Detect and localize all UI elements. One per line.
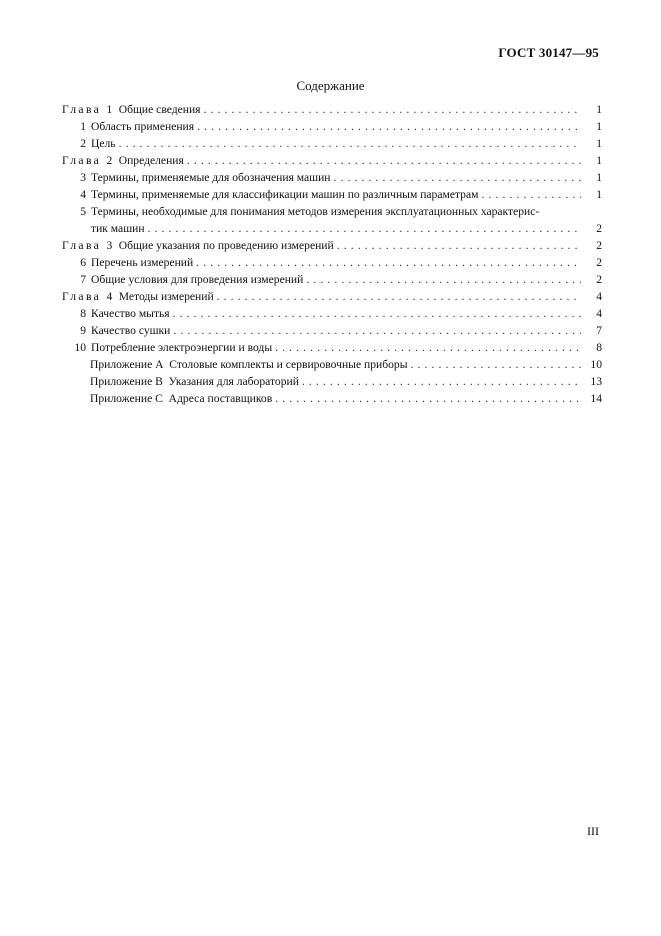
entry-page: 4 (596, 290, 602, 303)
toc-entry-section-1[interactable] (62, 118, 602, 135)
entry-page: 2 (596, 222, 602, 235)
entry-page: 1 (596, 171, 602, 184)
entry-page: 1 (596, 154, 602, 167)
entry-page: 2 (596, 239, 602, 252)
toc-entry-chapter-1[interactable] (62, 101, 602, 118)
entry-title: Потребление электроэнергии и воды (91, 341, 273, 354)
chapter-label: Глава 2 (62, 154, 115, 167)
document-code: ГОСТ 30147—95 (498, 45, 599, 60)
chapter-label: Глава 3 (62, 239, 115, 252)
section-number: 8 (80, 307, 86, 320)
page-number: III (587, 824, 599, 838)
toc-entry-section-7[interactable] (62, 271, 602, 288)
entry-page: 14 (590, 392, 602, 405)
toc-entry-section-10[interactable] (62, 339, 602, 356)
toc-entry-section-4[interactable] (62, 186, 602, 203)
toc-title: Содержание (296, 78, 365, 93)
entry-title: Приложение С Адреса поставщиков (90, 392, 273, 405)
entry-title: Цель (91, 137, 116, 150)
entry-page: 1 (596, 137, 602, 150)
entry-page: 2 (596, 273, 602, 286)
toc-entry-chapter-2[interactable] (62, 152, 602, 169)
entry-page: 13 (590, 375, 602, 388)
toc-entry-section-5[interactable] (62, 203, 602, 237)
toc-entry-section-3[interactable] (62, 169, 602, 186)
toc-entry-section-2[interactable] (62, 135, 602, 152)
entry-title: Термины, применяемые для классификации машин по различным параметрам (91, 188, 479, 201)
entry-page: 1 (596, 188, 602, 201)
entry-title: Методы измерений (118, 290, 214, 303)
entry-title: Приложение В Указания для лабораторий (90, 375, 299, 388)
entry-page: 7 (596, 324, 602, 337)
entry-title: Качество сушки (91, 324, 171, 337)
toc-entry-chapter-4[interactable] (62, 288, 602, 305)
chapter-label: Глава 1 (62, 103, 115, 116)
entry-title-line2: тик машин (91, 222, 145, 235)
toc-entry-appendix-b[interactable] (62, 373, 602, 390)
section-number: 9 (80, 324, 86, 337)
entry-page: 1 (596, 103, 602, 116)
toc-entry-section-8[interactable] (62, 305, 602, 322)
section-number: 2 (80, 137, 86, 150)
section-number: 6 (80, 256, 86, 269)
chapter-label: Глава 4 (62, 290, 115, 303)
entry-title: Общие условия для проведения измерений (91, 273, 304, 286)
toc-entry-appendix-c[interactable] (62, 390, 602, 407)
entry-title-line1: Термины, необходимые для понимания методов измерения эксплуатационных характерис- (91, 205, 540, 218)
entry-page: 2 (596, 256, 602, 269)
entry-page: 4 (596, 307, 602, 320)
toc-entry-section-6[interactable] (62, 254, 602, 271)
table-of-contents (62, 101, 602, 407)
entry-page: 10 (590, 358, 602, 371)
entry-title: Термины, применяемые для обозначения машин (91, 171, 331, 184)
entry-page: 8 (596, 341, 602, 354)
section-number: 3 (80, 171, 86, 184)
section-number: 7 (80, 273, 86, 286)
entry-title: Общие указания по проведению измерений (118, 239, 334, 252)
section-number: 4 (80, 188, 86, 201)
section-number: 1 (80, 120, 86, 133)
toc-entry-chapter-3[interactable] (62, 237, 602, 254)
section-number: 5 (80, 205, 86, 218)
entry-title: Приложение А Столовые комплекты и сервировочные приборы (90, 358, 408, 371)
toc-entry-appendix-a[interactable] (62, 356, 602, 373)
entry-page: 1 (596, 120, 602, 133)
entry-title: Общие сведения (118, 103, 201, 116)
entry-title: Область применения (91, 120, 195, 133)
toc-entry-section-9[interactable] (62, 322, 602, 339)
entry-title: Качество мытья (91, 307, 170, 320)
entry-title: Определения (118, 154, 184, 167)
section-number: 10 (74, 341, 86, 354)
entry-title: Перечень измерений (91, 256, 194, 269)
